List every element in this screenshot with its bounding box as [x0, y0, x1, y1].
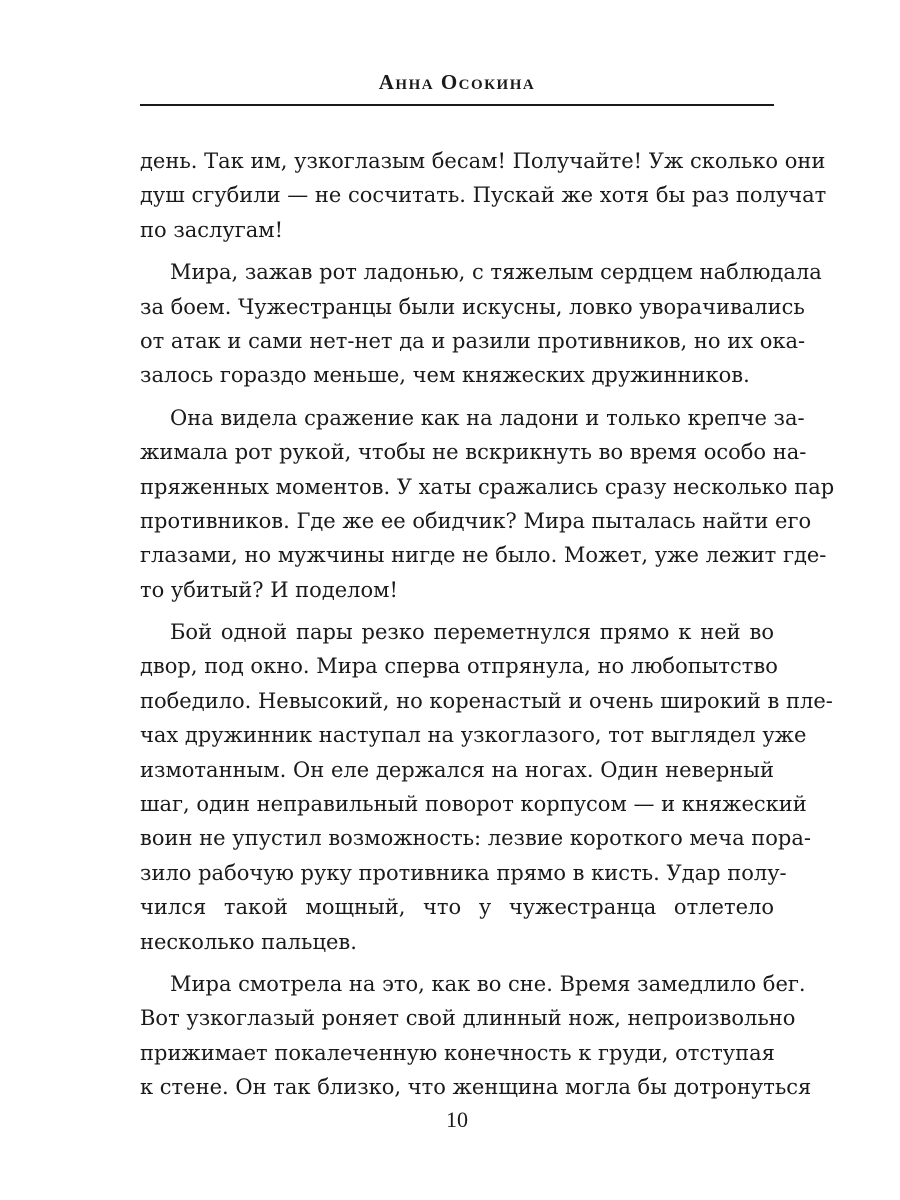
text-line: прижимает покалеченную конечность к груди, отступая — [140, 1040, 775, 1065]
text-line: то убитый? И поделом! — [140, 577, 398, 602]
running-head-author: Анна Осокина — [378, 70, 536, 94]
text-line: двор, под окно. Мира сперва отпрянула, но любопытство — [140, 654, 778, 679]
text-line: несколько пальцев. — [140, 929, 357, 954]
text-line: зило рабочую руку противника прямо в кисть. Удар полу- — [140, 860, 787, 885]
text-line: Она видела сражение как на ладони и только крепче за- — [170, 405, 805, 430]
paragraph — [140, 401, 835, 607]
text-line: измотанным. Он еле держался на ногах. Один неверный — [140, 757, 774, 782]
paragraph — [140, 255, 822, 393]
text-line: Мира смотрела на это, как во сне. Время замедлило бег. — [170, 971, 806, 996]
text-line: противников. Где же ее обидчик? Мира пыталась найти его — [140, 508, 812, 533]
text-line: от атак и сами нет-нет да и разили противников, но их ока- — [140, 328, 806, 353]
text-line: душ сгубили — не сосчитать. Пускай же хотя бы раз получат — [140, 183, 827, 208]
body-text — [140, 144, 835, 1113]
text-line: шаг, один неправильный поворот корпусом — и княжеский — [140, 792, 807, 817]
text-line: чах дружинник наступал на узкоглазого, тот выглядел уже — [140, 723, 807, 748]
text-line: Вот узкоглазый роняет свой длинный нож, непроизвольно — [140, 1006, 796, 1031]
text-line: Бой одной пары резко переметнулся прямо к ней во — [170, 620, 774, 645]
page-number: 10 — [446, 1107, 468, 1132]
text-line: пряженных моментов. У хаты сражались сразу несколько пар — [140, 474, 835, 499]
text-line: к стене. Он так близко, что женщина могла бы дотронуться — [140, 1075, 812, 1100]
text-line: Мира, зажав рот ладонью, с тяжелым сердцем наблюдала — [170, 260, 822, 285]
header-rule — [140, 104, 774, 106]
text-line: глазами, но мужчины нигде не было. Может, уже лежит где- — [140, 543, 827, 568]
text-line: по заслугам! — [140, 217, 284, 242]
paragraph — [140, 144, 827, 247]
text-line: чился такой мощный, что у чужестранца отлетело — [140, 895, 774, 920]
paragraph — [140, 967, 812, 1105]
text-line: победило. Невысокий, но коренастый и очень широкий в пле- — [140, 688, 833, 713]
text-line: жимала рот рукой, чтобы не вскрикнуть во время особо на- — [140, 440, 807, 465]
text-line: за боем. Чужестранцы были искусны, ловко уворачивались — [140, 294, 805, 319]
text-line: залось гораздо меньше, чем княжеских дружинников. — [140, 363, 750, 388]
text-line: воин не упустил возможность: лезвие короткого меча пора- — [140, 826, 811, 851]
text-line: день. Так им, узкоглазым бесам! Получайте! Уж сколько они — [140, 149, 826, 173]
paragraph — [140, 615, 833, 959]
